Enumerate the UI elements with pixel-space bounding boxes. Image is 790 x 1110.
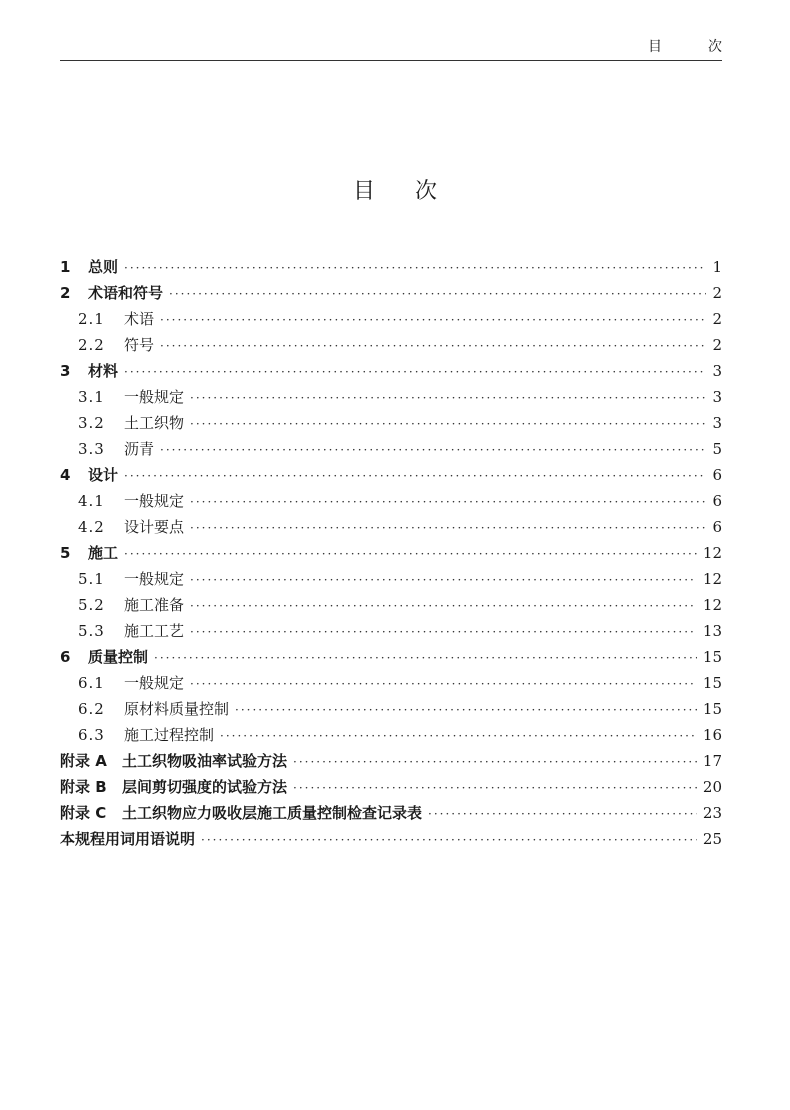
toc-entry-number: 4.1 (78, 492, 105, 510)
toc-entry[interactable] (60, 360, 722, 386)
toc-entry[interactable] (60, 568, 722, 594)
toc-entry-page-number: 2 (712, 336, 722, 354)
toc-entry-number: 5.3 (78, 622, 105, 640)
toc-entry[interactable] (60, 620, 722, 646)
toc-entry[interactable] (60, 672, 722, 698)
toc-entry[interactable] (60, 516, 722, 542)
toc-entry-number: 1 (60, 258, 71, 276)
toc-entry-number: 6.1 (78, 674, 105, 692)
toc-dot-leader (190, 495, 706, 509)
toc-entry[interactable] (60, 776, 722, 802)
toc-entry-label: 土工织物吸油率试验方法 (122, 752, 288, 770)
toc-entry-number: 附录 C (60, 804, 107, 822)
toc-entry-label: 施工工艺 (124, 622, 185, 640)
toc-entry-page-number: 3 (712, 414, 722, 432)
toc-entry-label: 一般规定 (124, 492, 185, 510)
toc-dot-leader (124, 469, 706, 483)
toc-dot-leader (160, 313, 706, 327)
toc-entry-page-number: 17 (702, 752, 722, 770)
toc-entry-page-number: 12 (702, 544, 722, 562)
toc-entry-number: 3.3 (78, 440, 105, 458)
toc-entry-page-number: 3 (712, 362, 722, 380)
toc-dot-leader (190, 625, 697, 639)
page-title: 目次 (352, 179, 477, 204)
toc-entry-number: 6.2 (78, 700, 105, 718)
toc-entry-page-number: 15 (702, 700, 722, 718)
toc-entry-number: 3.1 (78, 388, 105, 406)
toc-entry-label: 施工准备 (124, 596, 185, 614)
toc-entry[interactable] (60, 412, 722, 438)
toc-entry[interactable] (60, 724, 722, 750)
toc-dot-leader (190, 677, 697, 691)
toc-entry[interactable] (60, 594, 722, 620)
toc-entry-number: 6.3 (78, 726, 105, 744)
toc-entry-number: 2 (60, 284, 71, 302)
toc-entry-label: 施工过程控制 (124, 726, 215, 744)
toc-entry-number: 附录 A (60, 752, 107, 770)
toc-entry[interactable] (60, 698, 722, 724)
toc-dot-leader (201, 833, 697, 847)
toc-entry[interactable] (60, 308, 722, 334)
toc-entry[interactable] (60, 386, 722, 412)
toc-dot-leader (220, 729, 697, 743)
running-header (60, 32, 738, 61)
toc-entry-page-number: 2 (712, 310, 722, 328)
toc-dot-leader (428, 807, 697, 821)
toc-entry-page-number: 20 (702, 778, 722, 796)
toc-entry[interactable] (60, 828, 722, 854)
toc-entry[interactable] (60, 542, 722, 568)
toc-dot-leader (293, 781, 697, 795)
toc-entry[interactable] (60, 750, 722, 776)
toc-entry-page-number: 25 (702, 830, 722, 848)
toc-entry-number: 附录 B (60, 778, 107, 796)
toc-dot-leader (293, 755, 697, 769)
toc-entry-label: 术语 (124, 310, 155, 328)
toc-entry-label: 术语和符号 (88, 284, 164, 302)
toc-entry-page-number: 6 (712, 518, 722, 536)
toc-dot-leader (154, 651, 697, 665)
toc-entry-number: 3 (60, 362, 71, 380)
toc-dot-leader (124, 365, 706, 379)
toc-entry[interactable] (60, 490, 722, 516)
toc-dot-leader (124, 261, 706, 275)
toc-entry-number: 5.1 (78, 570, 105, 588)
toc-entry-page-number: 1 (712, 258, 722, 276)
toc-entry-label: 符号 (124, 336, 155, 354)
toc-entry-number: 3.2 (78, 414, 105, 432)
toc-entry-label: 本规程用词用语说明 (60, 830, 196, 848)
toc-entry-number: 2.2 (78, 336, 105, 354)
toc-entry-label: 施工 (88, 544, 119, 562)
toc-entry[interactable] (60, 646, 722, 672)
table-of-contents (60, 256, 722, 854)
toc-entry[interactable] (60, 282, 722, 308)
toc-entry-page-number: 15 (702, 648, 722, 666)
toc-entry-page-number: 6 (712, 492, 722, 510)
toc-entry-number: 2.1 (78, 310, 105, 328)
toc-entry-label: 层间剪切强度的试验方法 (122, 778, 288, 796)
toc-entry[interactable] (60, 438, 722, 464)
toc-entry-label: 沥青 (124, 440, 155, 458)
toc-entry-label: 一般规定 (124, 674, 185, 692)
toc-entry-label: 总则 (88, 258, 119, 276)
toc-dot-leader (235, 703, 697, 717)
toc-entry-page-number: 16 (702, 726, 722, 744)
toc-dot-leader (190, 417, 706, 431)
toc-entry-label: 一般规定 (124, 570, 185, 588)
toc-dot-leader (190, 521, 706, 535)
toc-entry-label: 原材料质量控制 (124, 700, 230, 718)
toc-entry-label: 设计 (88, 466, 119, 484)
toc-entry[interactable] (60, 464, 722, 490)
toc-entry-page-number: 3 (712, 388, 722, 406)
toc-dot-leader (160, 443, 706, 457)
toc-dot-leader (190, 573, 697, 587)
toc-entry-page-number: 13 (702, 622, 722, 640)
toc-dot-leader (124, 547, 697, 561)
toc-entry-page-number: 6 (712, 466, 722, 484)
toc-dot-leader (190, 391, 706, 405)
toc-entry-page-number: 12 (702, 596, 722, 614)
toc-entry-number: 4 (60, 466, 71, 484)
toc-entry-label: 设计要点 (124, 518, 185, 536)
toc-entry-number: 5 (60, 544, 71, 562)
toc-entry-label: 土工织物应力吸收层施工质量控制检查记录表 (122, 804, 423, 822)
toc-dot-leader (169, 287, 706, 301)
toc-entry-page-number: 15 (702, 674, 722, 692)
toc-entry-number: 5.2 (78, 596, 105, 614)
running-header-title: 目 次 (648, 39, 738, 55)
toc-entry-label: 一般规定 (124, 388, 185, 406)
toc-entry-label: 土工织物 (124, 414, 185, 432)
toc-entry[interactable] (60, 256, 722, 282)
toc-entry-page-number: 23 (702, 804, 722, 822)
toc-entry[interactable] (60, 334, 722, 360)
toc-entry-page-number: 2 (712, 284, 722, 302)
toc-entry-page-number: 12 (702, 570, 722, 588)
toc-entry-number: 4.2 (78, 518, 105, 536)
toc-dot-leader (190, 599, 697, 613)
toc-entry-label: 材料 (88, 362, 119, 380)
toc-entry-page-number: 5 (712, 440, 722, 458)
toc-entry-label: 质量控制 (88, 648, 149, 666)
toc-entry-number: 6 (60, 648, 71, 666)
toc-dot-leader (160, 339, 706, 353)
toc-entry[interactable] (60, 802, 722, 828)
